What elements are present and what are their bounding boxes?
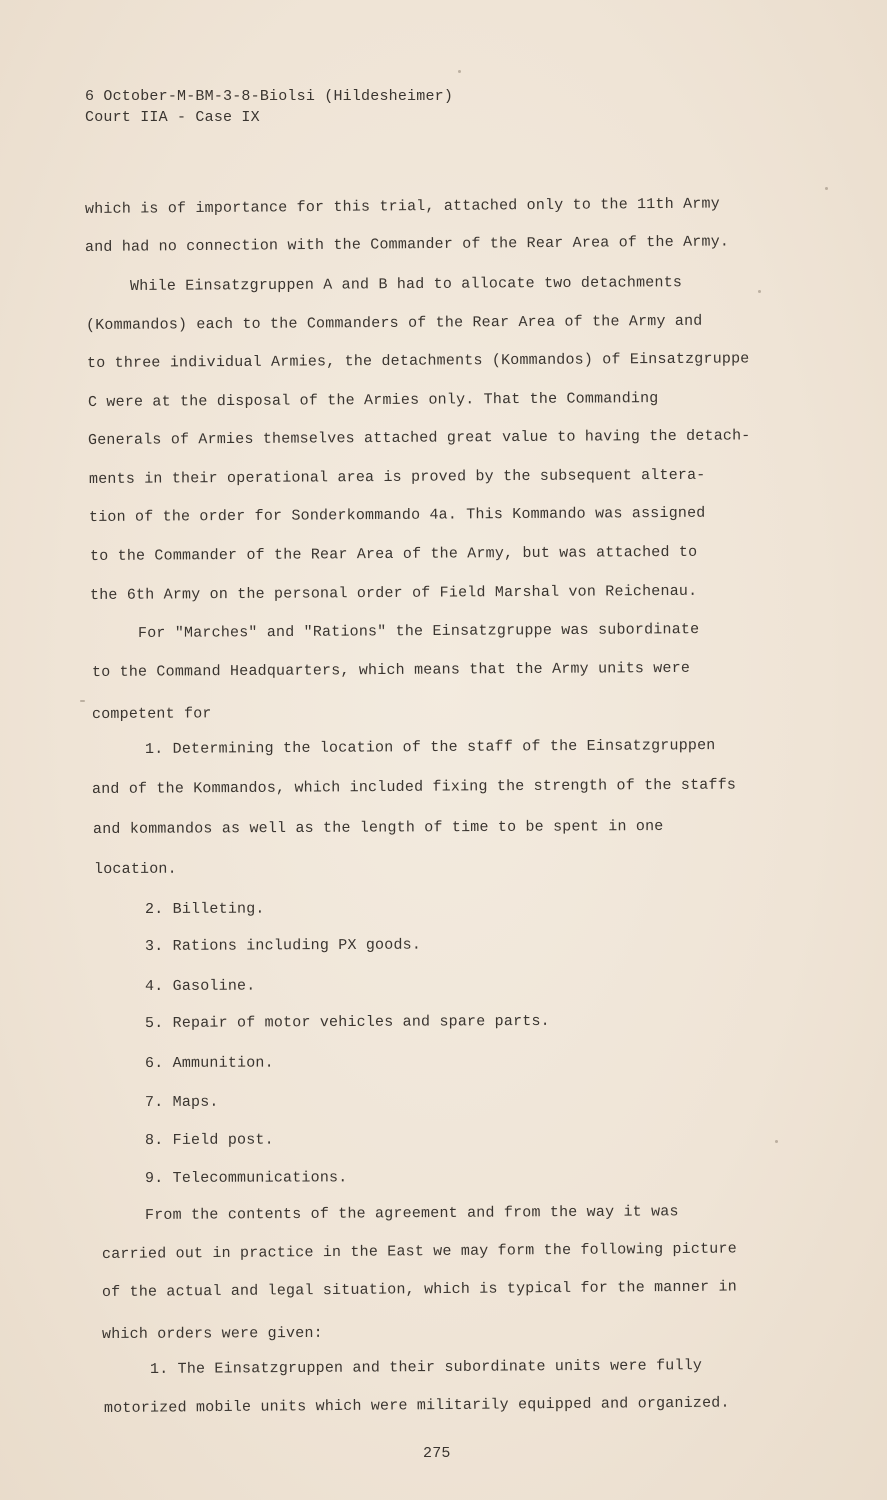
text-line: 1. The Einsatzgruppen and their subordinate units were fully [149, 1357, 703, 1378]
text-line: 9. Telecommunications. [144, 1169, 348, 1187]
paper-speck [775, 1140, 778, 1143]
text-line: Generals of Armies themselves attached great value to having the detach- [87, 427, 751, 449]
text-line: ments in their operational area is proved by the subsequent altera- [88, 466, 706, 488]
text-line: and of the Kommandos, which included fixing the strength of the staffs [91, 776, 737, 798]
document-header [85, 86, 453, 128]
text-line: to three individual Armies, the detachments (Kommandos) of Einsatzgruppe [86, 350, 750, 372]
text-line: competent for [91, 705, 212, 723]
text-line: location. [93, 860, 177, 878]
text-line: which orders were given: [101, 1324, 323, 1343]
text-line: 3. Rations including PX goods. [144, 936, 422, 955]
header-line-1: 6 October-M-BM-3-8-Biolsi (Hildesheimer) [85, 88, 454, 105]
text-line: (Kommandos) each to the Commanders of the Rear Area of the Army and [85, 312, 703, 334]
text-line: While Einsatzgruppen A and B had to allocate two detachments [129, 274, 683, 295]
text-line: For "Marches" and "Rations" the Einsatzgruppe was subordinate [137, 621, 700, 642]
paper-speck [825, 187, 828, 190]
text-line: 4. Gasoline. [144, 977, 256, 995]
text-line: motorized mobile units which were militarily equipped and organized. [103, 1394, 730, 1417]
text-line: and kommandos as well as the length of time to be spent in one [92, 818, 664, 838]
header-line-2: Court IIA - Case IX [85, 109, 260, 126]
paper-speck [758, 290, 761, 293]
text-line: which is of importance for this trial, attached only to the 11th Army [84, 195, 720, 218]
text-line: to the Command Headquarters, which means that the Army units were [91, 659, 691, 681]
text-line: tion of the order for Sonderkommando 4a. This Kommando was assigned [88, 504, 706, 526]
paper-speck [458, 70, 461, 73]
text-line: 7. Maps. [144, 1093, 219, 1111]
text-line: C were at the disposal of the Armies only. That the Commanding [87, 390, 659, 411]
text-line: 6. Ammunition. [144, 1054, 274, 1072]
text-line: 8. Field post. [144, 1131, 274, 1149]
paper-speck [80, 700, 85, 702]
text-line: the 6th Army on the personal order of Field Marshal von Reichenau. [89, 582, 698, 604]
text-line: carried out in practice in the East we may form the following picture [101, 1240, 737, 1263]
page-number: 275 [423, 1445, 451, 1462]
text-line: to the Commander of the Rear Area of the Army, but was attached to [89, 543, 698, 565]
text-line: 2. Billeting. [144, 900, 265, 918]
text-line: and had no connection with the Commander of the Rear Area of the Army. [84, 233, 730, 256]
text-line: 1. Determining the location of the staff of the Einsatzgruppen [144, 737, 716, 758]
text-line: 5. Repair of motor vehicles and spare parts. [144, 1012, 550, 1032]
text-line: From the contents of the agreement and from the way it was [144, 1203, 679, 1224]
text-line: of the actual and legal situation, which is typical for the manner in [101, 1278, 737, 1301]
